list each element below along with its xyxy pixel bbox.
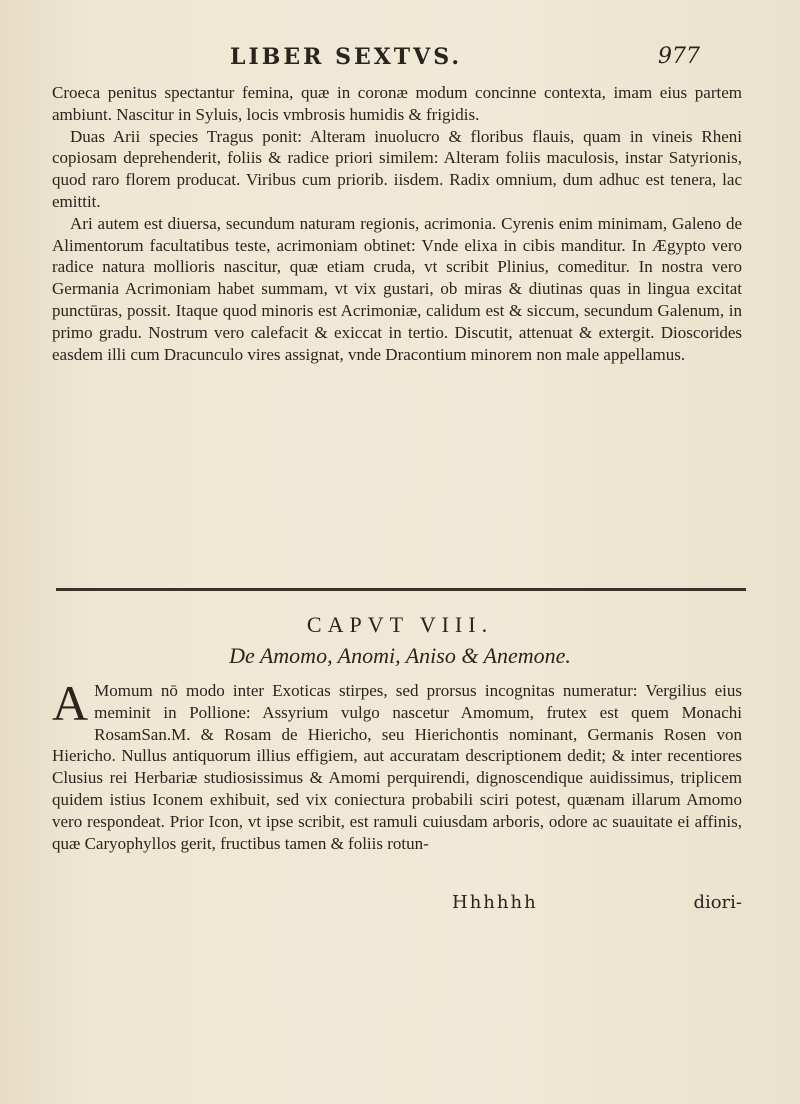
- drop-capital: A: [52, 675, 89, 731]
- signature-mark: Hhhhhh: [452, 892, 538, 913]
- paragraph: Duas Arii species Tragus ponit: Alteram inuolucro & floribus flauis, quam in vineis Rheni copiosam deprehenderit, foliis & radice priori similem: Alteram foliis maculosis, instar Satyrionis, quod raro florem producat. Viribus cum priorib. iisdem. Radix omnium, dum adhuc est tenera, lac emittit.: [52, 126, 742, 211]
- section-amomum: [52, 675, 742, 854]
- chapter-heading: CAPVT VIII.: [306, 612, 494, 637]
- paragraph: Momum nō modo inter Exoticas stirpes, sed prorsus incognitas numeratur: Vergilius eius meminit in Pollione: Assyrium vulgo nascetur Amomum, frutex est quem Monachi RosamSan.M. & Rosam de Hiericho, seu Hierichontis nominant, Germanis Rosen von Hiericho. Nullus antiquorum illius effigiem, aut accuratam descriptionem dedit; & inter recentiores Clusius rei Herbariæ studiosissimus & Amomi perquirendi, dignoscendique auidissimus, triplicem quidem istius Iconem exhibuit, sed vix coniectura probabili sciri potest, quænam illarum Amomo vero respondeat. Prior Icon, vt ipse scribit, est ramuli cuiusdam arboris, odore ac suauitate ei affinis, quæ Caryophyllos gerit, fructibus tamen & foliis rotun-: [52, 681, 742, 853]
- page-footer: [52, 892, 742, 916]
- catchword: diori-: [693, 892, 742, 913]
- page-number: 977: [658, 44, 700, 69]
- page-header: [230, 44, 700, 78]
- paragraph: Croeca penitus spectantur femina, quæ in coronæ modum concinne contexta, imam eius partem ambiunt. Nascitur in Syluis, locis vmbrosis humidis & frigidis.: [52, 83, 742, 124]
- running-head: LIBER SEXTVS.: [230, 44, 462, 70]
- section-arum: [52, 82, 742, 365]
- chapter-subtitle: De Amomo, Anomi, Aniso & Anemone.: [229, 643, 571, 668]
- section-divider: [56, 588, 746, 591]
- paragraph: Ari autem est diuersa, secundum naturam regionis, acrimonia. Cyrenis enim minimam, Galeno de Alimentorum facultatibus teste, acrimoniam obtinet: Vnde elixa in cibis manditur. In Ægypto vero radice natura mollioris nascitur, quæ etiam cruda, vt scribit Plinius, comeditur. In nostra vero Germania Acrimoniam habet summam, vt vix gustari, ob miras & diutinas quas in lingua excitat punctūras, possit. Itaque quod minoris est Acrimoniæ, calidum est & siccum, secundum Galenum, in primo gradu. Nostrum vero calefacit & exiccat in tertio. Discutit, attenuat & extergit. Dioscorides easdem illi cum Dracunculo vires assignat, vnde Dracontium minorem non male appellamus.: [52, 213, 742, 364]
